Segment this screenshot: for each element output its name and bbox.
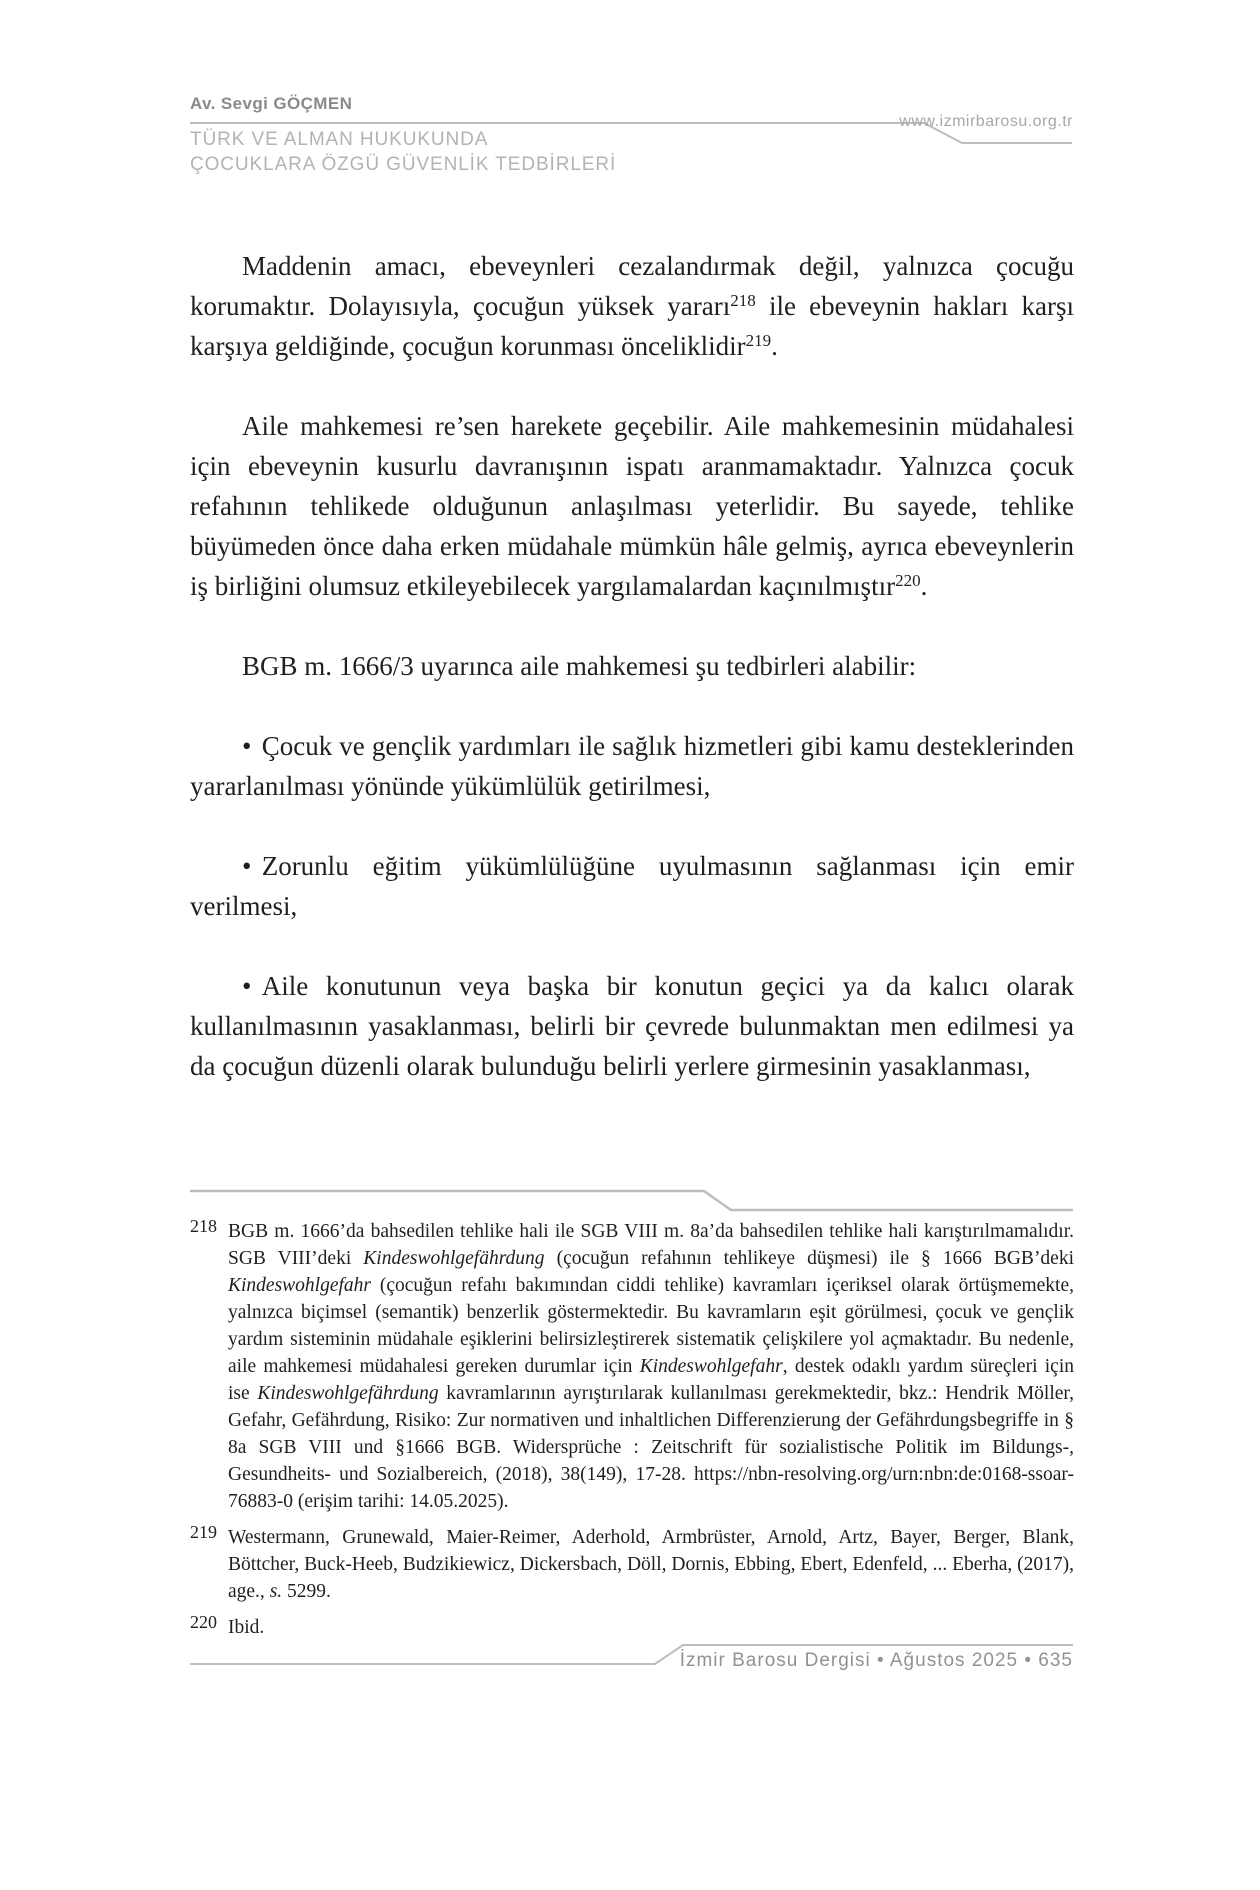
paragraph: Aile mahkemesi re’sen harekete geçebilir. Aile mahkemesinin müdahalesi için ebeveynin kusurlu davranışının ispatı aranmamaktadır. Yalnızca çocuk refahının tehlikede olduğunun anlaşılması yeterlidir. Bu sayede, tehlike büyümeden önce daha erken müdahale mümkün hâle gelmiş, ayrıca ebeveynlerin iş birliğini olumsuz etkileyebilecek yargılamalardan kaçınılmıştır$^{220}$.: [190, 411, 1074, 601]
paragraph: Maddenin amacı, ebeveynleri cezalandırmak değil, yalnızca çocuğu korumaktır. Dolayısıyla, çocuğun yüksek yararı$^{218}$ ile ebeveynin hakları karşı karşıya geldiğinde, çocuğun korunması önceliklidir$^{219}$.: [190, 251, 1075, 361]
footnote-number: 220: [190, 1612, 217, 1632]
bullet-text: Zorunlu eğitim yükümlülüğüne uyulmasının sağlanması için emir verilmesi,: [190, 851, 1074, 921]
footnote-text: Ibid.: [228, 1617, 265, 1638]
footnote-number: 218: [190, 1216, 217, 1236]
footnotes-section: [190, 1218, 1074, 1641]
footnote-number: 219: [190, 1522, 217, 1542]
website-url: www.izmirbarosu.org.tr: [899, 113, 1073, 130]
footnote: [190, 1524, 1074, 1605]
bullet-item: [190, 966, 1074, 1086]
paragraph: BGB m. 1666/3 uyarınca aile mahkemesi şu tedbirleri alabilir:: [242, 651, 917, 681]
header-author: Av. Sevgi GÖÇMEN: [190, 94, 353, 113]
footer-page-info: İzmir Barosu Dergisi • Ağustos 2025 • 635: [679, 1650, 1073, 1671]
header-title-line2: ÇOCUKLARA ÖZGÜ GÜVENLİK TEDBİRLERİ: [190, 154, 617, 175]
bullet-icon: •: [242, 731, 252, 761]
bullet-icon: •: [242, 851, 252, 881]
header-title-line1: TÜRK VE ALMAN HUKUKUNDA: [190, 129, 489, 150]
bullet-text: Çocuk ve gençlik yardımları ile sağlık hizmetleri gibi kamu desteklerinden yararlanılması yönünde yükümlülük getirilmesi,: [190, 731, 1074, 801]
footnote-text: BGB m. 1666’da bahsedilen tehlike hali ile SGB VIII m. 8a’da bahsedilen tehlike hali karıştırılmamalıdır. SGB VIII’deki Kindeswohlgefährdung (çocuğun refahının tehlikeye düşmesi) ile § 1666 BGB’deki Kindeswohlgefahr (çocuğun refahı bakımından ciddi tehlike) kavramları içeriksel olarak örtüşmemekte, yalnızca biçimsel (semantik) benzerlik göstermektedir. Bu kavramların eşit görülmesi, çocuk ve gençlik yardım sisteminin müdahale eşiklerini belirsizleştirerek sistematik çelişkilere yol açmaktadır. Bu nedenle, aile mahkemesi müdahalesi gereken durumlar için Kindeswohlgefahr, destek odaklı yardım süreçleri için ise Kindeswohlgefährdung kavramlarının ayrıştırılarak kullanılması gerekmektedir, bkz.: Hendrik Möller, Gefahr, Gefährdung, Risiko: Zur normativen und inhaltlichen Differenzierung der Gefährdungsbegriffe in § 8a SGB VIII und §1666 BGB. Widersprüche : Zeitschrift für sozialistische Politik im Bildungs-, Gesundheits- und Sozialbereich, (2018), 38(149), 17-28. https://nbn-resolving.org/urn:nbn:de:0168-ssoar-76883-0 (erişim tarihi: 14.05.2025).: [228, 1221, 1075, 1512]
footnote-text: Westermann, Grunewald, Maier-Reimer, Aderhold, Armbrüster, Arnold, Artz, Bayer, Berger, Blank, Böttcher, Buck-Heeb, Budzikiewicz, Dickersbach, Döll, Dornis, Ebbing, Ebert, Edenfeld, ... Eberha, (2017), age., s. 5299.: [228, 1527, 1074, 1602]
footnote: [190, 1614, 1074, 1641]
bullet-icon: •: [242, 971, 252, 1001]
footnote: [190, 1218, 1074, 1515]
bullet-text: Aile konutunun veya başka bir konutun geçici ya da kalıcı olarak kullanılmasının yasaklanması, belirli bir çevrede bulunmaktan men edilmesi ya da çocuğun düzenli olarak bulunduğu belirli yerlere girmesinin yasaklanması,: [190, 971, 1074, 1081]
article-body: [190, 246, 1074, 1126]
bullet-item: [190, 726, 1074, 806]
footnote-divider-rule: [190, 1191, 1073, 1210]
bullet-item: [190, 846, 1074, 926]
header-title: [190, 127, 616, 177]
